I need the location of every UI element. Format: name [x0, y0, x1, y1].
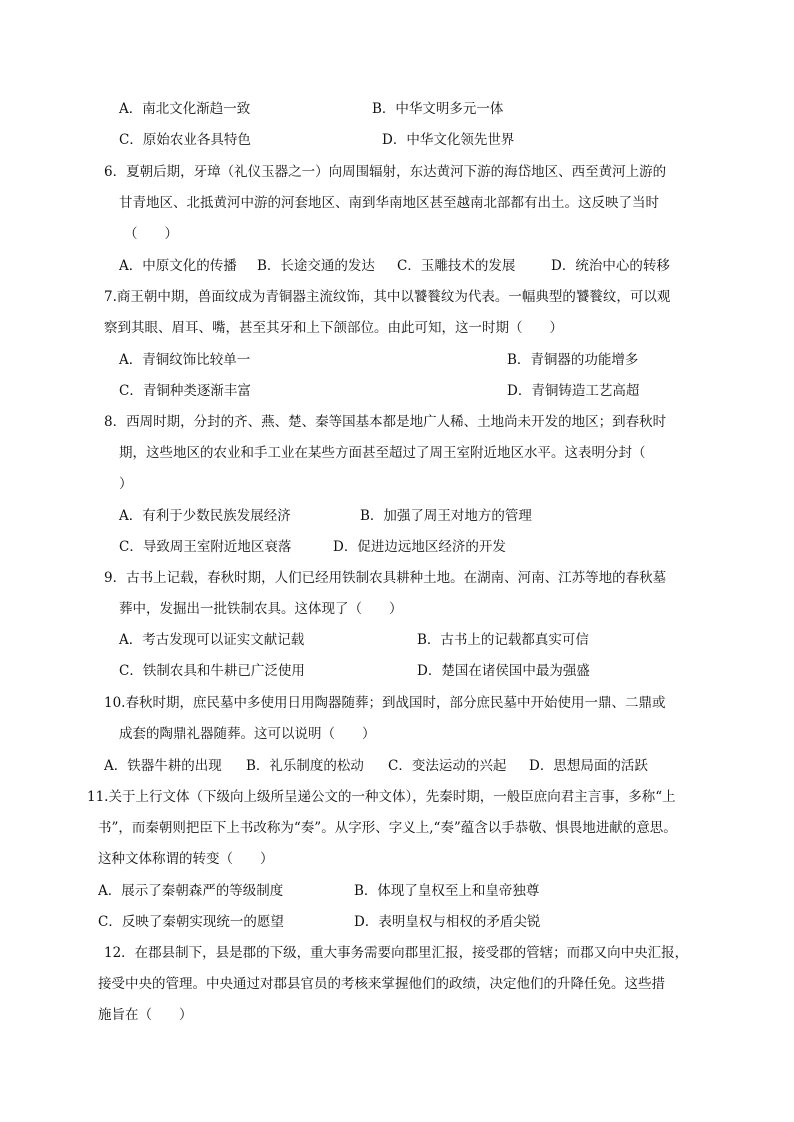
q7-stem-line-1: 7.商王朝中期，兽面纹成为青铜器主流纹饰，其中以饕餮纹为代表。一幅典型的饕餮纹，可以观	[104, 289, 671, 305]
q8-option-c: C．导致周王室附近地区衰落	[119, 539, 292, 555]
q8-stem-line-2: 期，这些地区的农业和手工业在某些方面甚至超过了周王室附近地区水平。这表明分封（	[119, 445, 646, 461]
q12-stem-line-3: 施旨在（ ）	[98, 1007, 193, 1023]
q10-option-c: C．变法运动的兴起	[388, 758, 507, 774]
q8-option-b: B．加强了周王对地方的管理	[360, 508, 532, 524]
q8-stem-line-1: 8．西周时期，分封的齐、燕、楚、秦等国基本都是地广人稀、土地尚未开发的地区；到春秋时	[104, 414, 667, 430]
q11-option-d: D．表明皇权与相权的矛盾尖锐	[354, 914, 541, 930]
q5-option-c: C．原始农业各具特色	[119, 132, 251, 148]
q5-option-d: D．中华文化领先世界	[382, 132, 515, 148]
q10-option-b: B．礼乐制度的松动	[246, 758, 364, 774]
q11-option-b: B．体现了皇权至上和皇帝独尊	[354, 883, 540, 899]
q10-stem-line-2: 成套的陶鼎礼器随葬。这可以说明（ ）	[119, 726, 376, 742]
q12-stem-line-2: 接受中央的管理。中央通过对郡县官员的考核来掌握他们的政绩，决定他们的升降任免。这些措	[98, 976, 665, 992]
q6-option-b: B．长途交通的发达	[257, 258, 375, 274]
q11-stem-line-3: 这种文体称谓的转变（ ）	[98, 851, 274, 867]
q11-option-c: C．反映了秦朝实现统一的愿望	[98, 914, 284, 930]
q6-option-a: A．中原文化的传播	[119, 258, 237, 274]
q8-answer-bracket: ）	[119, 476, 133, 492]
q10-option-a: A．铁器牛耕的出现	[104, 758, 222, 774]
q6-option-d: D．统治中心的转移	[551, 258, 670, 274]
q5-option-b: B．中华文明多元一体	[372, 101, 504, 117]
q9-option-a: A．考古发现可以证实文献记载	[119, 632, 305, 648]
q6-option-c: C．玉雕技术的发展	[397, 258, 516, 274]
q10-stem-line-1: 10.春秋时期，庶民墓中多使用日用陶器随葬；到战国时，部分庶民墓中开始使用一鼎、二鼎或	[104, 695, 666, 711]
q9-stem-line-2: 葬中，发掘出一批铁制农具。这体现了（ ）	[119, 601, 403, 617]
q9-option-b: B．古书上的记载都真实可信	[417, 632, 589, 648]
q8-option-a: A．有利于少数民族发展经济	[119, 508, 291, 524]
q6-stem-line-2: 甘青地区、北抵黄河中游的河套地区、南到华南地区甚至越南北部都有出土。这反映了当时	[119, 195, 659, 211]
q11-option-a: A．展示了秦朝森严的等级制度	[98, 883, 284, 899]
q9-stem-line-1: 9．古书上记载，春秋时期，人们已经用铁制农具耕种土地。在湖南、河南、江苏等地的春秋墓	[104, 570, 667, 586]
q11-stem-line-2: 书”，而秦朝则把臣下上书改称为“奏”。从字形、字义上,“奏”蕴含以手恭敬、惧畏地进献的意思。	[98, 820, 677, 836]
q7-option-b: B．青铜器的功能增多	[507, 352, 639, 368]
q10-option-d: D．思想局面的活跃	[529, 758, 648, 774]
q6-stem-line-1: 6．夏朝后期，牙璋（礼仪玉器之一）向周围辐射，东达黄河下游的海岱地区、西至黄河上游的	[104, 164, 667, 180]
q8-option-d: D．促进边远地区经济的开发	[333, 539, 506, 555]
q7-option-c: C．青铜种类逐渐丰富	[119, 383, 251, 399]
q7-option-a: A．青铜纹饰比较单一	[119, 352, 251, 368]
q9-option-c: C．铁制农具和牛耕已广泛使用	[119, 663, 305, 679]
q7-stem-line-2: 察到其眼、眉耳、嘴，甚至其牙和上下颌部位。由此可知，这一时期（ ）	[104, 320, 563, 336]
q11-stem-line-1: 11.关于上行文体（下级向上级所呈递公文的一种文体），先秦时期，一般臣庶向君主言事，多称“上	[87, 789, 676, 805]
q12-stem-line-1: 12．在郡县制下，县是郡的下级，重大事务需要向郡里汇报，接受郡的管辖；而郡又向中央汇报，	[104, 945, 689, 961]
q6-answer-bracket: （ ）	[124, 226, 178, 242]
q7-option-d: D．青铜铸造工艺高超	[507, 383, 640, 399]
q5-option-a: A．南北文化渐趋一致	[119, 101, 251, 117]
q9-option-d: D．楚国在诸侯国中最为强盛	[417, 663, 590, 679]
